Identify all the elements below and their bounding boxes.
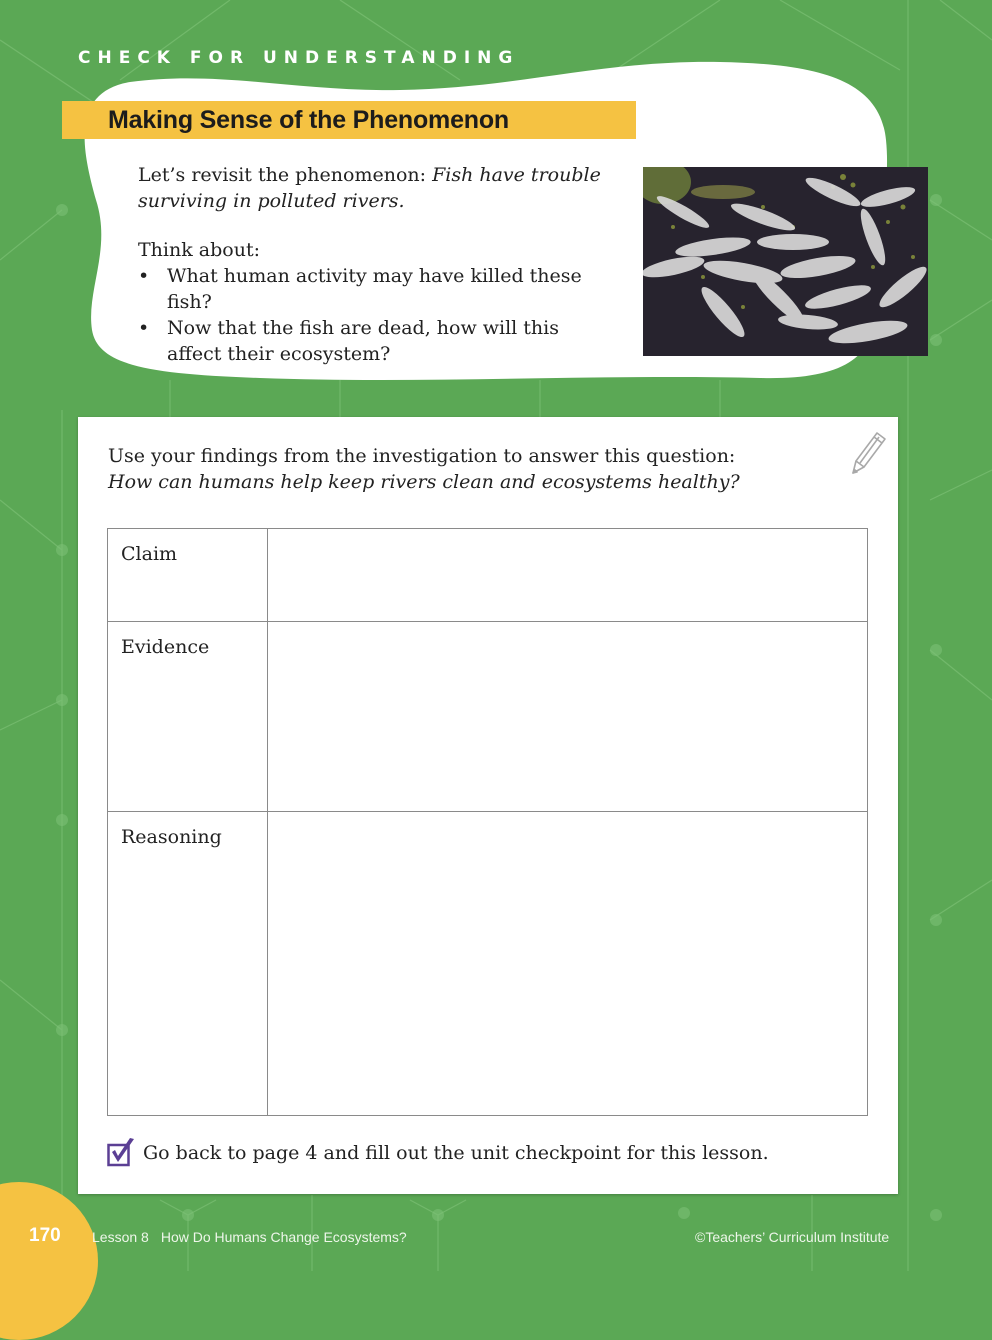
dead-fish-photo <box>643 167 928 356</box>
cer-table <box>107 528 868 1116</box>
table-row-reasoning <box>108 812 868 1116</box>
list-item: • Now that the fish are dead, how will this affect their ecosystem? <box>138 315 618 367</box>
checkpoint-text: Go back to page 4 and fill out the unit checkpoint for this lesson. <box>143 1142 769 1164</box>
evidence-label: Evidence <box>108 622 268 812</box>
think-about-label: Think about: <box>138 239 260 261</box>
section-kicker: CHECK FOR UNDERSTANDING <box>78 48 520 68</box>
activity-prompt <box>108 443 808 495</box>
copyright-notice: ©Teachers’ Curriculum Institute <box>695 1229 890 1245</box>
title-banner <box>62 101 636 139</box>
reasoning-label: Reasoning <box>108 812 268 1116</box>
page-title: Making Sense of the Phenomenon <box>108 105 509 134</box>
footer-lesson <box>92 1229 407 1245</box>
list-item: • What human activity may have killed these fish? <box>138 263 618 315</box>
activity-question: How can humans help keep rivers clean and ecosystems healthy? <box>108 471 740 493</box>
lesson-title: How Do Humans Change Ecosystems? <box>160 1229 407 1245</box>
phenomenon-intro <box>138 162 618 367</box>
claim-label: Claim <box>108 529 268 622</box>
phenomenon-statement <box>138 162 618 214</box>
lead-text: Let’s revisit the phenomenon: <box>138 164 433 186</box>
lesson-number: Lesson 8 <box>92 1229 149 1245</box>
table-row-evidence <box>108 622 868 812</box>
activity-instruction: Use your findings from the investigation to answer this question: <box>108 445 736 467</box>
cer-activity-card <box>78 417 898 1194</box>
page-number: 170 <box>29 1225 61 1246</box>
claim-answer-cell[interactable] <box>268 529 868 622</box>
pencil-icon <box>850 429 890 479</box>
fish-image-illustration <box>643 167 928 356</box>
evidence-answer-cell[interactable] <box>268 622 868 812</box>
reasoning-answer-cell[interactable] <box>268 812 868 1116</box>
unit-checkpoint-reminder <box>107 1137 769 1169</box>
table-row-claim <box>108 529 868 622</box>
phenomenon-text: Fish have trouble surviving in polluted rivers. <box>138 164 601 212</box>
checkbox-checked-icon <box>107 1137 137 1169</box>
think-about-list <box>138 263 618 367</box>
